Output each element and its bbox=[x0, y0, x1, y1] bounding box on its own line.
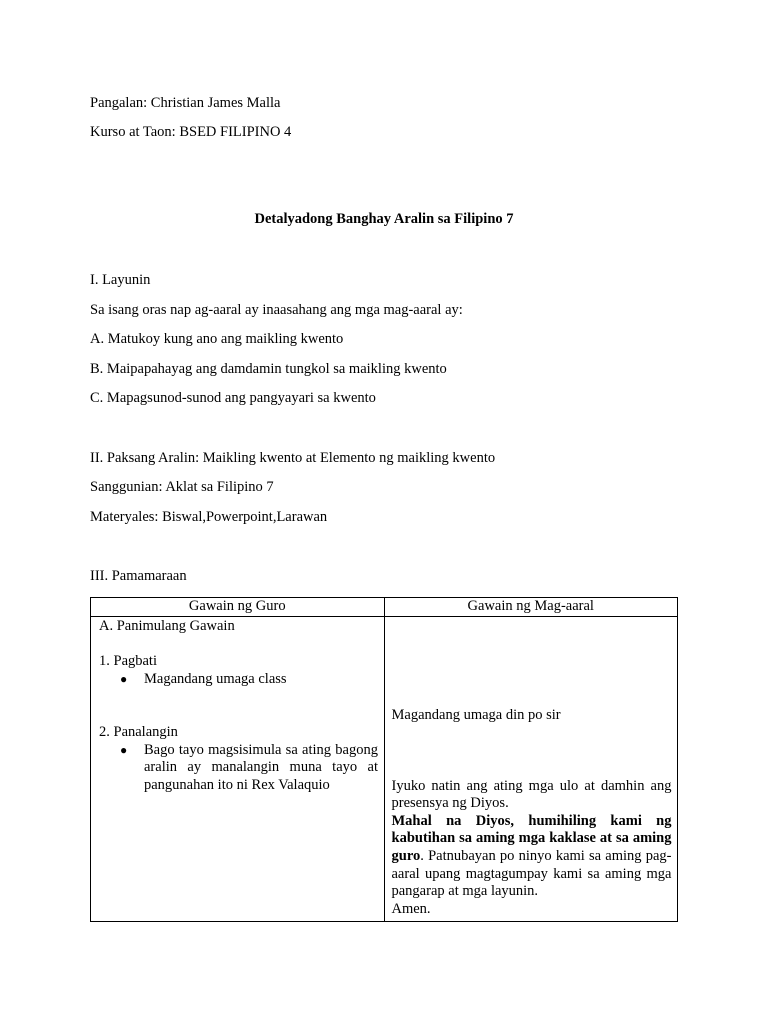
column-header-student: Gawain ng Mag-aaral bbox=[384, 598, 678, 617]
subject-topic: II. Paksang Aralin: Maikling kwento at Elemento ng maikling kwento bbox=[90, 450, 496, 466]
step-prayer: 2. Panalangin bbox=[99, 723, 178, 740]
step-greeting: 1. Pagbati bbox=[99, 652, 157, 669]
objective-item: A. Matukoy kung ano ang maikling kwento bbox=[90, 331, 344, 347]
lesson-plan-title: Detalyadong Banghay Aralin sa Filipino 7 bbox=[254, 211, 514, 227]
objective-item: B. Maipapahayag ang damdamin tungkol sa maikling kwento bbox=[90, 361, 447, 377]
student-prayer bbox=[392, 778, 672, 919]
teacher-cell bbox=[91, 616, 385, 921]
subject-materials: Materyales: Biswal,Powerpoint,Larawan bbox=[90, 509, 328, 525]
procedure-table bbox=[90, 597, 678, 922]
bullet-icon: ● bbox=[120, 742, 128, 757]
procedure-heading: III. Pamamaraan bbox=[90, 568, 187, 584]
bullet-icon: ● bbox=[120, 671, 128, 686]
student-name: Pangalan: Christian James Malla bbox=[90, 95, 281, 111]
prayer-intro: Iyuko natin ang ating mga ulo at damhin ang presensya ng Diyos. bbox=[391, 777, 672, 812]
column-header-teacher: Gawain ng Guro bbox=[91, 598, 385, 617]
section-title: A. Panimulang Gawain bbox=[99, 617, 235, 634]
prayer-rest: . Patnubayan po ninyo kami sa aming pag-aaral upang magtagumpay kami sa aming mga pangarap at mga layunin. bbox=[391, 847, 672, 900]
subject-reference: Sanggunian: Aklat sa Filipino 7 bbox=[90, 479, 274, 495]
objective-item: C. Mapagsunod-sunod ang pangyayari sa kwento bbox=[90, 390, 376, 406]
student-greeting: Magandang umaga din po sir bbox=[391, 706, 561, 723]
prayer-bold: Mahal na Diyos, humihiling kami ng kabutihan sa aming mga kaklase at sa aming guro bbox=[391, 812, 672, 864]
prayer-amen: Amen. bbox=[391, 900, 431, 917]
student-cell bbox=[384, 616, 678, 921]
table-row bbox=[91, 616, 678, 921]
objectives-intro: Sa isang oras nap ag-aaral ay inaasahang ang mga mag-aaral ay: bbox=[90, 302, 463, 318]
course-year: Kurso at Taon: BSED FILIPINO 4 bbox=[90, 124, 292, 140]
greeting-bullet: Magandang umaga class bbox=[144, 670, 287, 687]
objectives-heading: I. Layunin bbox=[90, 272, 151, 288]
prayer-bullet: Bago tayo magsisimula sa ating bagong aralin ay manalangin muna tayo at pangunahan ito ni Rex Valaquio bbox=[144, 741, 378, 793]
table-header-row bbox=[91, 598, 678, 617]
